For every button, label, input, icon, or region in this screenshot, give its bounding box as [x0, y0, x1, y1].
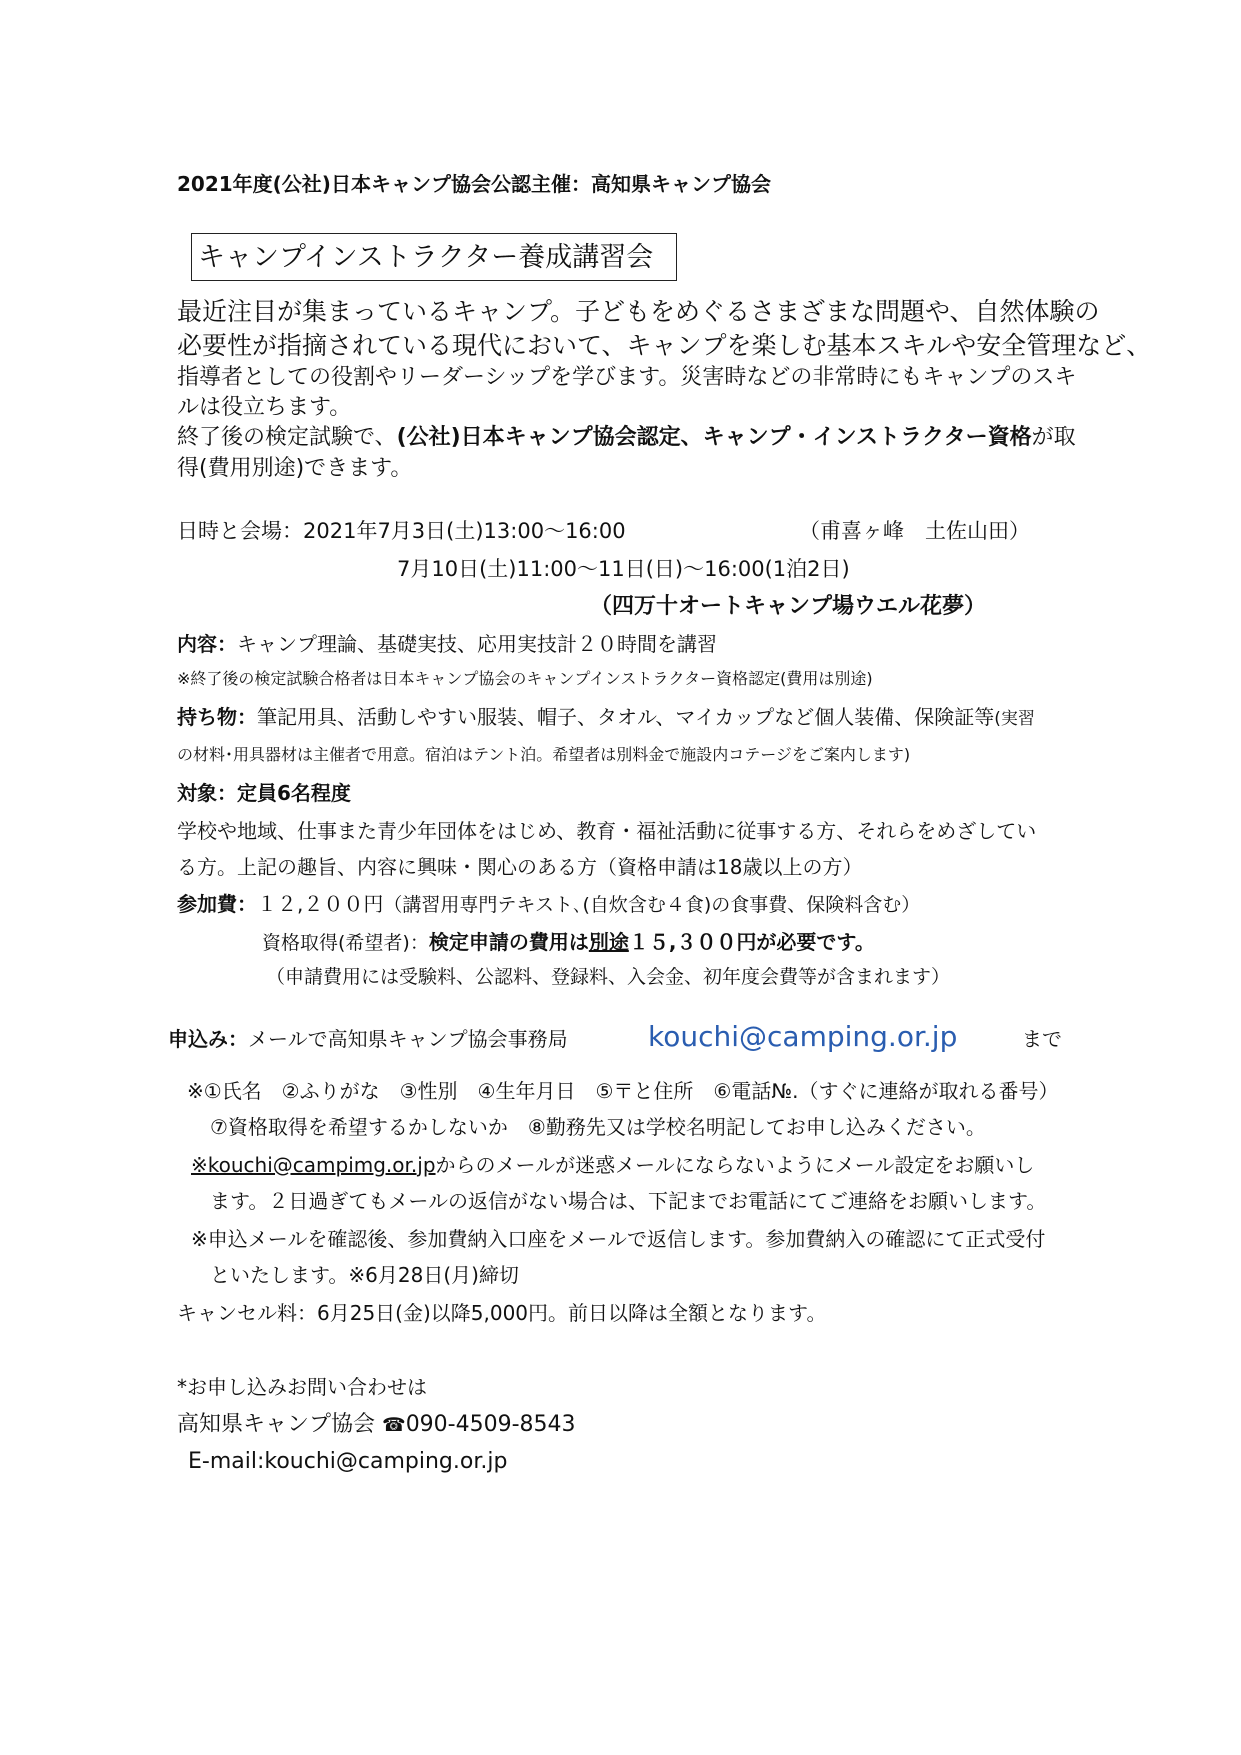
fee-line: 参加費：１２,２００円（講習用専門テキスト､(自炊含む４食)の食事費、保険料含む）: [177, 892, 921, 916]
cancel-label: キャンセル料：: [177, 1301, 317, 1325]
contact-org-line: [177, 1414, 576, 1436]
intro-line-5: 終了後の検定試験で、(公社)日本キャンプ協会認定、キャンプ・インストラクター資格が取: [177, 425, 1076, 450]
apply-note-1-line-2: ます。２日過ぎてもメールの返信がない場合は、下記までお電話にてご連絡をお願いします。: [210, 1189, 1047, 1213]
apply-note-2-line-1: ※申込メールを確認後、参加費納入口座をメールで返信します。参加費納入の確認にて正式受付: [191, 1227, 1046, 1251]
intro-line-4: ルは役立ちます。: [177, 395, 352, 420]
telephone-icon: ☎: [382, 1414, 406, 1436]
intro-line-1: 最近注目が集まっているキャンプ。子どもをめぐるさまざまな問題や、自然体験の: [177, 297, 1100, 326]
qualification-highlight: (公社)日本キャンプ協会認定、キャンプ・インストラクター資格: [396, 425, 1032, 450]
email-note-link[interactable]: ※kouchi@campimg.or.jp: [191, 1153, 436, 1177]
schedule-line-1: [177, 521, 626, 542]
contact-heading: *お申し込みお問い合わせは: [177, 1375, 427, 1399]
title-box: [191, 233, 677, 281]
apply-line: 申込み：メールで高知県キャンプ協会事務局: [168, 1027, 568, 1051]
belongings-label: 持ち物：: [177, 705, 257, 729]
schedule-date-1: 2021年7月3日(土)13:00〜16:00: [303, 519, 626, 543]
schedule-venue-1: （甫喜ヶ峰 土佐山田）: [799, 519, 1030, 543]
header-line: 2021年度(公社)日本キャンプ協会公認主催：高知県キャンプ協会: [177, 172, 771, 196]
intro-line-2: 必要性が指摘されている現代において、キャンプを楽しむ基本スキルや安全管理など、: [177, 331, 1152, 360]
qualification-fee-note: （申請費用には受験料、公認料、登録料、入会金、初年度会費等が含まれます）: [266, 966, 951, 988]
content-note: ※終了後の検定試験合格者は日本キャンプ協会のキャンプインストラクター資格認定(費用は別途): [177, 669, 873, 688]
apply-item-2: ⑦資格取得を希望するかしないか ⑧勤務先又は学校名明記してお申し込みください。: [210, 1115, 986, 1139]
contact-email: E-mail:kouchi@camping.or.jp: [188, 1449, 508, 1474]
qualification-fee-line: 資格取得(希望者)：検定申請の費用は別途１５,３００円が必要です。: [262, 930, 875, 954]
schedule-label: 日時と会場：: [177, 519, 303, 543]
cancel-fee: 6月25日(金)以降5,000円: [317, 1301, 549, 1325]
contact-phone: 090-4509-8543: [405, 1412, 576, 1437]
apply-email-link[interactable]: kouchi@camping.or.jp: [648, 1020, 958, 1053]
target-line-1: 学校や地域、仕事また青少年団体をはじめ、教育・福祉活動に従事する方、それらをめざしてい: [177, 819, 1037, 843]
fee-label: 参加費：: [177, 892, 257, 916]
content-label: 内容：: [177, 632, 237, 656]
belongings-line-2: の材料･用具器材は主催者で用意。宿泊はテント泊。希望者は別料金で施設内コテージをご案内します): [177, 745, 911, 764]
contact-org: 高知県キャンプ協会: [177, 1412, 376, 1437]
intro-line-3: 指導者としての役割やリーダーシップを学びます。災害時などの非常時にもキャンプのスキ: [177, 365, 1077, 390]
apply-suffix: まで: [1022, 1027, 1062, 1051]
content-line: 内容：キャンプ理論、基礎実技、応用実技計２０時間を講習: [177, 632, 717, 656]
target-line-2: る方。上記の趣旨、内容に興味・関心のある方（資格申請は18歳以上の方）: [177, 855, 863, 879]
apply-note-1-line-1: ※kouchi@campimg.or.jpからのメールが迷惑メールにならないようにメール設定をお願いし: [191, 1153, 1035, 1177]
intro-line-6: 得(費用別途)できます。: [177, 456, 413, 481]
document-title: キャンプインストラクター養成講習会: [198, 242, 654, 273]
schedule-venue-2: （四万十オートキャンプ場ウエル花夢）: [590, 594, 987, 619]
belongings-line-1: 持ち物：筆記用具、活動しやすい服装、帽子、タオル、マイカップなど個人装備、保険証等(実習: [177, 705, 1035, 729]
cancel-line: キャンセル料：6月25日(金)以降5,000円。前日以降は全額となります。: [177, 1301, 827, 1325]
apply-note-2-line-2: といたします。※6月28日(月)締切: [210, 1263, 519, 1287]
schedule-date-2: 7月10日(土)11:00〜11日(日)〜16:00(1泊2日): [397, 557, 850, 581]
target-label: 対象：定員6名程度: [177, 781, 351, 805]
qualification-fee-amount: １５,３００円が必要です。: [628, 930, 875, 954]
fee-amount: １２,２００円: [257, 892, 384, 916]
apply-item-1: ※①氏名 ②ふりがな ③性別 ④生年月日 ⑤〒と住所 ⑥電話№.（すぐに連絡が取れる番号）: [187, 1079, 1059, 1103]
apply-label: 申込み：: [168, 1027, 248, 1051]
